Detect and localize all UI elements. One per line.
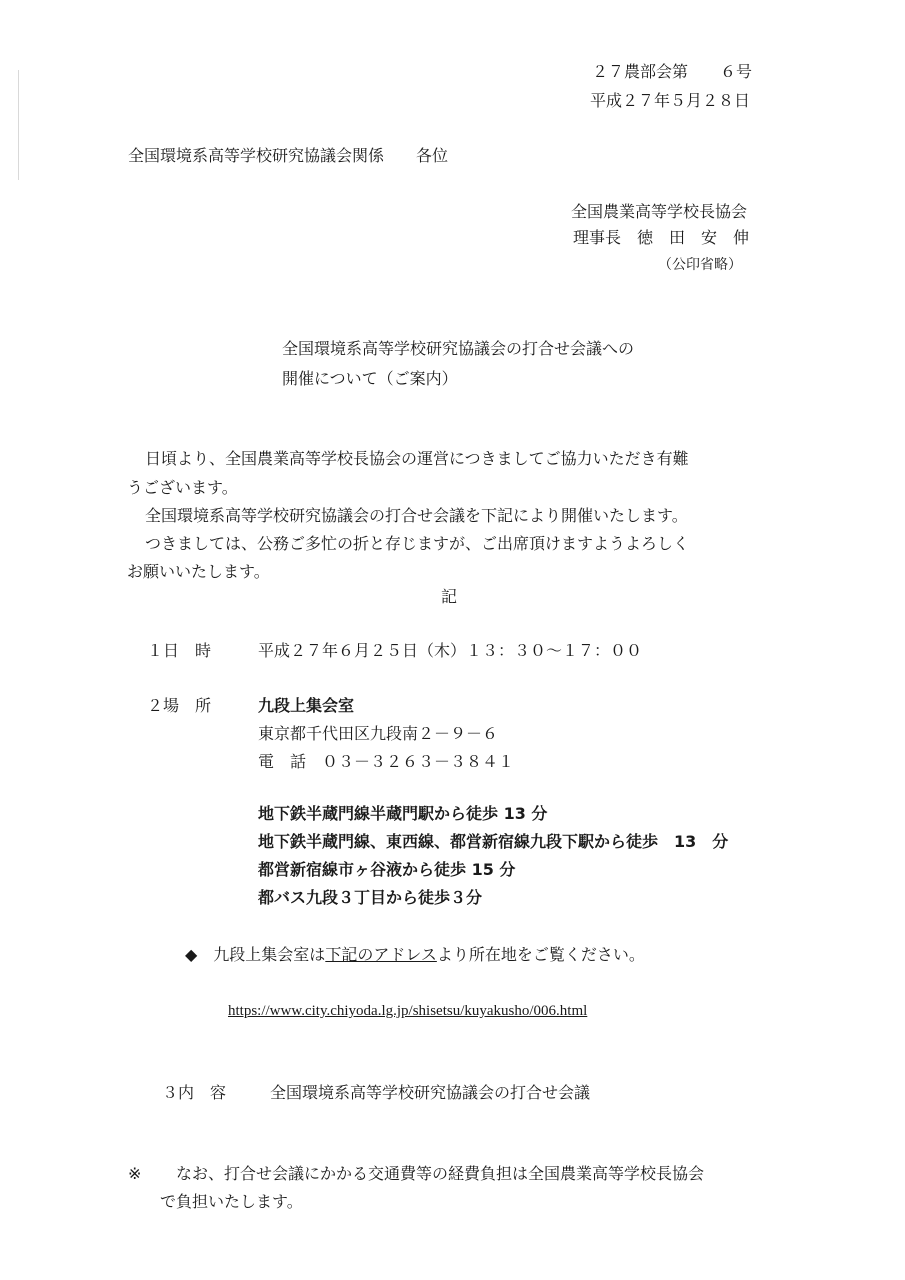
access-item: 地下鉄半蔵門線半蔵門駅から徒歩 13 分 <box>258 804 548 823</box>
body-paragraph-1-line-1: 日頃より、全国農業高等学校長協会の運営につきましてご協力いただき有難 <box>145 449 689 468</box>
address-link-text: 下記のアドレス <box>325 945 437 964</box>
note-mark: ※ <box>128 1164 142 1183</box>
note-line-2: で負担いたします。 <box>160 1192 303 1211</box>
access-item: 都バス九段３丁目から徒歩３分 <box>258 888 483 907</box>
content-label: ３内 容 <box>162 1083 227 1102</box>
venue-phone: 電 話 ０３－３２６３－３８４１ <box>258 752 515 771</box>
seal-note: （公印省略） <box>658 257 742 273</box>
ki-heading: 記 <box>441 587 458 606</box>
datetime-value: 平成２７年６月２５日（木）１３：３０〜１７：００ <box>258 641 643 660</box>
document-date: 平成２７年５月２８日 <box>590 91 751 110</box>
map-note <box>185 947 645 963</box>
venue-name: 九段上集会室 <box>258 696 355 715</box>
subject-line-2: 開催について（ご案内） <box>282 369 458 388</box>
subject-line-1: 全国環境系高等学校研究協議会の打合せ会議への <box>282 339 635 358</box>
sender-title-name: 理事長 徳 田 安 伸 <box>573 228 750 247</box>
sender-organization: 全国農業高等学校長協会 <box>571 202 748 221</box>
venue-url[interactable]: https://www.city.chiyoda.lg.jp/shisetsu/kuyakusho/006.html <box>228 1003 588 1019</box>
datetime-label: １日 時 <box>147 641 212 660</box>
content-value: 全国環境系高等学校研究協議会の打合せ会議 <box>270 1083 591 1102</box>
scan-edge-line <box>18 70 19 180</box>
body-paragraph-2: 全国環境系高等学校研究協議会の打合せ会議を下記により開催いたします。 <box>145 506 688 525</box>
map-note-suffix: より所在地をご覧ください。 <box>436 945 645 964</box>
place-label: ２場 所 <box>147 696 212 715</box>
note-line-1: なお、打合せ会議にかかる交通費等の経費負担は全国農業高等学校長協会 <box>176 1164 705 1183</box>
document-number: ２７農部会第 ６号 <box>592 62 753 81</box>
body-paragraph-3-line-1: つきましては、公務ご多忙の折と存じますが、ご出席頂けますようよろしく <box>145 534 690 553</box>
addressee: 全国環境系高等学校研究協議会関係 各位 <box>128 146 449 165</box>
body-paragraph-3-line-2: お願いいたします。 <box>127 562 270 581</box>
body-paragraph-1-line-2: うございます。 <box>127 478 238 497</box>
access-item: 地下鉄半蔵門線、東西線、都営新宿線九段下駅から徒歩 13 分 <box>258 832 729 851</box>
access-item: 都営新宿線市ヶ谷液から徒歩 15 分 <box>258 860 516 879</box>
map-note-prefix: ◆ 九段上集会室は <box>185 945 326 964</box>
venue-address: 東京都千代田区九段南２－９－６ <box>258 724 499 743</box>
